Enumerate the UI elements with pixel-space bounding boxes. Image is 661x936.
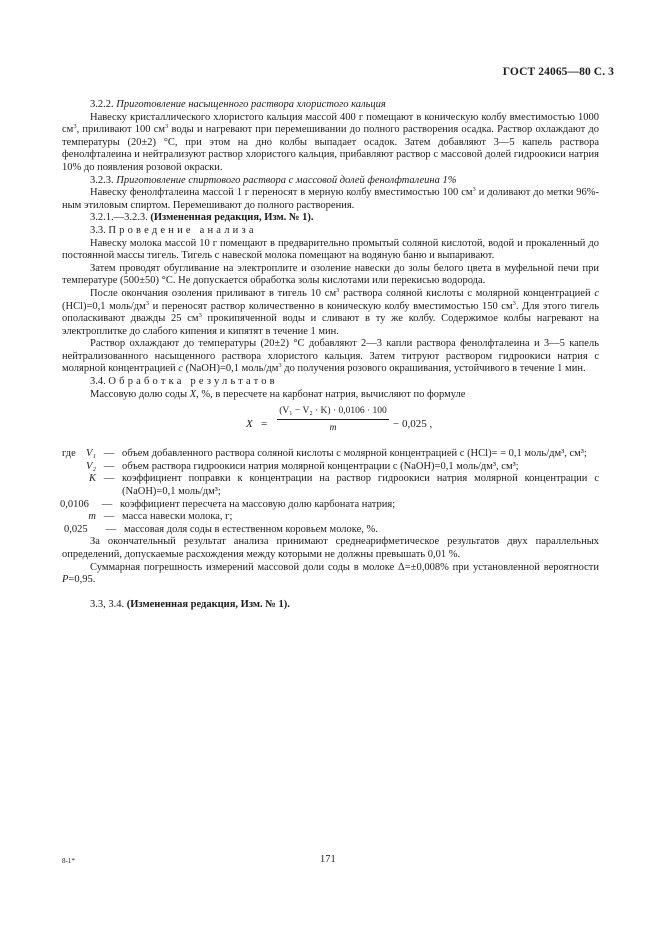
legend-where: где bbox=[62, 448, 76, 460]
formula-equals: = bbox=[261, 418, 268, 431]
superscript: 3 bbox=[336, 286, 340, 294]
legend-row bbox=[62, 473, 599, 498]
superscript: 3 bbox=[278, 362, 282, 370]
text-run: Раствор охлаждают до температуры (20±2) °С добавляют 2—3 капли раствора фенолфталеина и 3—5 капель нейтрализованного насыщенного раствора хлористого кальция. Затем титруют раствором гидроокиси натрия с молярной концентрацией bbox=[62, 338, 599, 375]
superscript: 3 bbox=[73, 123, 77, 131]
section-title: Проведение анализа bbox=[108, 224, 257, 236]
text-run: (NaOH)=0,1 моль/дм bbox=[182, 363, 279, 375]
section-number: 3.2.2. bbox=[90, 99, 114, 110]
text-run: , %, в пересчете на карбонат натрия, вычисляют по формуле bbox=[196, 388, 466, 400]
text-run: до получения розового окрашивания, устойчивого в течение 1 мин. bbox=[281, 363, 586, 375]
section-title: Обработка результатов bbox=[108, 376, 278, 388]
section-number: 3.4. bbox=[90, 376, 106, 388]
legend-symbol: V₁ bbox=[86, 448, 97, 460]
section-3-4-heading bbox=[62, 376, 599, 389]
legend-text: массовая доля соды в естественном коровьем молоке, %. bbox=[124, 523, 378, 535]
superscript: 3 bbox=[165, 123, 169, 131]
symbol-x: X bbox=[189, 388, 197, 400]
symbol-c: с bbox=[594, 287, 599, 299]
text-run: (HCl)=0,1 моль/дм bbox=[62, 300, 146, 312]
formula-fraction bbox=[277, 405, 389, 435]
text-run: =0,95. bbox=[68, 574, 96, 586]
formula-denominator: m bbox=[329, 423, 337, 434]
legend-symbol: 0,0106 bbox=[60, 498, 89, 510]
page-number: 171 bbox=[320, 854, 336, 865]
legend-text: коэффициент пересчета на массовую долю карбоната натрия; bbox=[120, 498, 396, 510]
text-run: , приливают 100 см bbox=[76, 124, 166, 136]
symbol-p: P bbox=[62, 574, 69, 586]
section-3-4-para-1 bbox=[62, 389, 599, 402]
text-run: и переносят раствор количественно в коническую колбу вместимостью 150 см bbox=[149, 300, 513, 312]
text-run: После окончания озоления приливают в тигель 10 см bbox=[90, 287, 337, 299]
legend-text: коэффициент поправки к концентрации на раствор гидроокиси натрия молярной концентрации c (NaOH)=0,1 моль/дм³; bbox=[122, 473, 599, 498]
legend-row bbox=[62, 461, 599, 474]
text-run: . Для этого тигель ополаскивают дважды 25 см bbox=[62, 300, 599, 325]
text-run: Навеску кристаллического хлористого кальция массой 400 г помещают в коническую колбу вместимостью 1000 см bbox=[62, 111, 599, 136]
note-text: (Измененная редакция, Изм. № 1). bbox=[150, 212, 314, 224]
section-title: Приготовление насыщенного раствора хлористого кальция bbox=[116, 99, 386, 110]
amendment-note-2 bbox=[62, 599, 599, 612]
legend-row bbox=[62, 524, 599, 537]
legend-dash: — bbox=[101, 498, 113, 510]
formula-lhs: X bbox=[246, 418, 253, 431]
text-run: раствора соляной кислоты с молярной концентрацией bbox=[339, 287, 595, 299]
section-3-3-para-2: Затем проводят обугливание на электроплите и озоление навески до золы белого цвета в муфельной печи при температуре (500±50) °С. Не допускается обработка золы кислотами или перекисью водорода. bbox=[62, 262, 599, 287]
section-3-2-3-heading bbox=[62, 175, 599, 188]
section-number: 3.2.3. bbox=[90, 174, 114, 186]
formula-legend bbox=[62, 448, 599, 536]
legend-symbol: V₂ bbox=[86, 460, 97, 472]
legend-row bbox=[62, 511, 599, 524]
superscript: 3 bbox=[198, 312, 202, 320]
final-para-2 bbox=[62, 562, 599, 587]
legend-text: объем добавленного раствора соляной кислоты с молярной концентрацией c (HCl)= = 0,1 моль/дм³, см³; bbox=[122, 448, 587, 460]
final-para-1: За окончательный результат анализа принимают среднеарифметическое результатов двух параллельных определений, допускаемые расхождения между которыми не должны превышать 0,01 %. bbox=[62, 536, 599, 560]
formula-numerator: (V₁ − V₂ · K) · 0,0106 · 100 bbox=[279, 406, 387, 417]
legend-symbol: m bbox=[88, 511, 96, 523]
legend-text: масса навески молока, г; bbox=[122, 511, 233, 523]
amendment-note-1 bbox=[62, 212, 599, 225]
fraction-bar bbox=[277, 419, 389, 420]
section-3-2-2-text bbox=[62, 112, 599, 175]
section-3-2-3-text bbox=[62, 187, 599, 212]
text-run: прокипяченной воды и сливают в ту же колбу. Содержимое колбы нагревают на электроплитке до слабого кипения и кипятят в течение 1 мин. bbox=[62, 313, 599, 337]
section-title: Приготовление спиртового раствора с массовой долей фенолфталеина 1% bbox=[116, 174, 457, 186]
legend-dash: — bbox=[103, 448, 115, 460]
text-run: Суммарная погрешность измерений массовой доли соды в молоке Δ=±0,008% при установленной вероятности bbox=[90, 561, 599, 573]
legend-dash: — bbox=[103, 473, 115, 485]
legend-symbol: K bbox=[88, 473, 96, 485]
section-3-3-para-1: Навеску молока массой 10 г помещают в предварительно промытый соляной кислотой, водой и прокаленный до постоянной массы тигель. Тигель с навеской молока помещают на водяную баню и выпаривают. bbox=[62, 237, 599, 262]
section-3-3-para-4 bbox=[62, 338, 599, 376]
superscript: 3 bbox=[512, 299, 516, 307]
formula-rhs: − 0,025 , bbox=[393, 418, 433, 431]
note-text: (Измененная редакция, Изм. № 1). bbox=[126, 598, 290, 610]
text-run: Массовую долю соды bbox=[90, 388, 190, 400]
legend-dash: — bbox=[103, 511, 115, 523]
section-3-2-2-heading bbox=[62, 99, 599, 112]
legend-symbol: 0,025 bbox=[64, 523, 88, 535]
legend-dash: — bbox=[103, 460, 115, 472]
text-run: воды и нагревают при перемешивании до полного растворения осадка. Раствор охлаждают до температуры (20±2) °С, при этом на дно колбы выпадает осадок. Затем добавляют 3—5 капель раствора фенолфталеина и нейтрализуют раствор хлористого кальция, прибавляют раствор с массовой долей гидроокиси натрия 10% до появления розовой окраски. bbox=[62, 124, 599, 173]
note-number: 3.2.1.—3.2.3. bbox=[90, 212, 148, 224]
superscript: 3 bbox=[472, 186, 476, 194]
text-run: и доливают до метки 96%-ным этиловым спиртом. Перемешивают до полного растворения. bbox=[62, 187, 600, 211]
section-3-3-para-3 bbox=[62, 288, 599, 338]
symbol-c: с bbox=[178, 363, 183, 375]
legend-row bbox=[62, 448, 599, 461]
superscript: 3 bbox=[145, 299, 150, 307]
section-3-3-heading bbox=[62, 225, 599, 238]
page-header: ГОСТ 24065—80 С. 3 bbox=[502, 66, 614, 78]
note-number: 3.3, 3.4. bbox=[90, 598, 125, 610]
text-run: Навеску фенолфталеина массой 1 г переносят в мерную колбу вместимостью 100 см bbox=[90, 187, 473, 199]
legend-text: объем раствора гидроокиси натрия молярной концентрации c (NaOH)=0,1 моль/дм³, см³; bbox=[122, 460, 519, 472]
footer-code: 8-1* bbox=[62, 857, 75, 865]
formula bbox=[62, 405, 599, 445]
legend-row bbox=[62, 499, 599, 512]
document-body bbox=[62, 99, 599, 611]
legend-dash: — bbox=[105, 523, 117, 535]
section-number: 3.3. bbox=[90, 224, 106, 236]
